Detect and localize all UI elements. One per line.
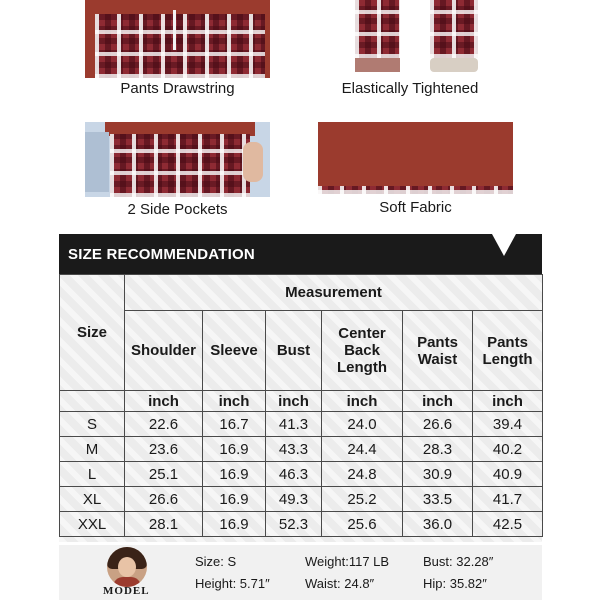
column-header-shoulder: Shoulder (125, 311, 203, 391)
table-cell: 42.5 (473, 512, 543, 537)
size-recommendation-title: SIZE RECOMMENDATION (68, 246, 255, 263)
model-bust: Bust: 32.28″ (423, 554, 494, 569)
table-cell: 41.3 (266, 412, 322, 437)
table-row (60, 412, 543, 437)
table-cell: 16.9 (203, 487, 266, 512)
table-cell: 26.6 (125, 487, 203, 512)
model-info-bar (59, 545, 542, 600)
table-cell: 41.7 (473, 487, 543, 512)
pockets-photo (85, 122, 270, 197)
column-header-pants-length: Pants Length (473, 311, 543, 391)
table-cell: 16.9 (203, 437, 266, 462)
chevron-down-icon (492, 234, 516, 256)
table-cell: 40.2 (473, 437, 543, 462)
model-hip: Hip: 35.82″ (423, 576, 487, 591)
model-label: MODEL (103, 585, 150, 597)
column-header-pants-waist: Pants Waist (403, 311, 473, 391)
table-cell: 16.9 (203, 512, 266, 537)
size-cell: M (60, 437, 125, 462)
size-cell: S (60, 412, 125, 437)
table-row (60, 512, 543, 537)
column-header-bust: Bust (266, 311, 322, 391)
size-recommendation-header (59, 234, 542, 274)
tightened-photo (330, 0, 490, 78)
caption-pockets: 2 Side Pockets (127, 201, 228, 218)
table-cell: 25.2 (322, 487, 403, 512)
table-cell: 36.0 (403, 512, 473, 537)
unit-cell: inch (403, 391, 473, 412)
table-cell: 46.3 (266, 462, 322, 487)
unit-cell: inch (266, 391, 322, 412)
table-cell: 52.3 (266, 512, 322, 537)
table-cell: 24.0 (322, 412, 403, 437)
table-cell: 16.9 (203, 462, 266, 487)
column-header-sleeve: Sleeve (203, 311, 266, 391)
table-cell: 24.8 (322, 462, 403, 487)
model-height: Height: 5.71″ (195, 576, 270, 591)
table-cell: 30.9 (403, 462, 473, 487)
table-row (60, 487, 543, 512)
size-cell: XXL (60, 512, 125, 537)
column-header-center-back-length: Center Back Length (322, 311, 403, 391)
table-cell: 22.6 (125, 412, 203, 437)
unit-row (60, 391, 543, 412)
unit-cell: inch (125, 391, 203, 412)
table-cell: 28.1 (125, 512, 203, 537)
avatar (107, 547, 147, 587)
table-cell: 39.4 (473, 412, 543, 437)
caption-drawstring: Pants Drawstring (120, 80, 235, 97)
table-cell: 43.3 (266, 437, 322, 462)
table-cell: 25.6 (322, 512, 403, 537)
size-cell: XL (60, 487, 125, 512)
table-cell: 26.6 (403, 412, 473, 437)
size-table-container (59, 274, 542, 542)
measurement-group-header: Measurement (125, 275, 543, 311)
size-column-header: Size (60, 275, 125, 391)
caption-tightened: Elastically Tightened (341, 80, 479, 97)
table-cell: 33.5 (403, 487, 473, 512)
unit-cell-blank (60, 391, 125, 412)
table-cell: 40.9 (473, 462, 543, 487)
caption-fabric: Soft Fabric (379, 199, 452, 216)
table-cell: 49.3 (266, 487, 322, 512)
table-cell: 28.3 (403, 437, 473, 462)
size-table (59, 274, 543, 537)
table-row (60, 462, 543, 487)
size-cell: L (60, 462, 125, 487)
table-row (60, 437, 543, 462)
table-cell: 24.4 (322, 437, 403, 462)
table-cell: 23.6 (125, 437, 203, 462)
table-cell: 16.7 (203, 412, 266, 437)
fabric-photo (318, 122, 513, 194)
model-weight: Weight:117 LB (305, 554, 390, 569)
model-size: Size: S (195, 554, 237, 569)
unit-cell: inch (203, 391, 266, 412)
table-cell: 25.1 (125, 462, 203, 487)
unit-cell: inch (322, 391, 403, 412)
drawstring-photo (85, 0, 270, 78)
unit-cell: inch (473, 391, 543, 412)
model-waist: Waist: 24.8″ (305, 576, 375, 591)
